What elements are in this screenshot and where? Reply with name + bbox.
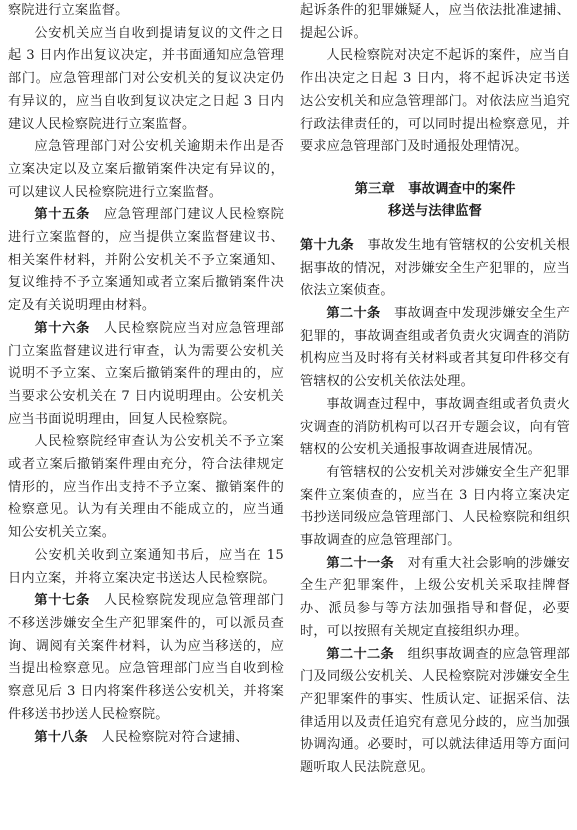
right-column (300, 0, 570, 780)
article-number: 第十八条 (34, 729, 88, 745)
article-paragraph (300, 644, 570, 780)
article-text: 组织事故调查的应急管理部门及同级公安机关、人民检察院对涉嫌安全生产犯罪案件的事实、性质认定、证据采信、法律适用以及责任追究有意见分歧的，应当加强协调沟通。必要时，可以就法律适用等方面问题听取人民法院意见。 (300, 646, 570, 776)
paragraph: 公安机关应当自收到提请复议的文件之日起 3 日内作出复议决定，并书面通知应急管理部门。应急管理部门对公安机关的复议决定仍有异议的，应当自收到复议决定之日起 3 日内建议人民检察院进行立案监督。 (8, 25, 284, 132)
chapter-heading (300, 179, 570, 223)
article-paragraph (8, 318, 284, 432)
article-paragraph (8, 727, 284, 750)
article-paragraph (300, 303, 570, 394)
paragraph: 应急管理部门对公安机关逾期未作出是否立案决定以及立案后撤销案件决定有异议的，可以建议人民检察院进行立案监督。 (8, 139, 284, 200)
chapter-title-line1: 第三章 事故调查中的案件 (354, 181, 516, 197)
chapter-title-line2: 移送与法律监督 (388, 203, 482, 219)
article-text: 人民检察院应当对应急管理部门立案监督建议进行审查，认为需要公安机关说明不予立案、立案后撤销案件的理由的，应当要求公安机关在 7 日内说明理由。公安机关应当书面说明理由，回复人民检察院。 (8, 320, 284, 427)
article-number: 第二十二条 (326, 646, 395, 662)
article-number: 第十五条 (34, 207, 90, 223)
article-paragraph (300, 553, 570, 644)
article-text: 事故发生地有管辖权的公安机关根据事故的情况，对涉嫌安全生产犯罪的，应当依法立案侦查。 (300, 237, 570, 299)
article-number: 第二十一条 (326, 555, 395, 571)
article-text: 应急管理部门建议人民检察院进行立案监督的，应当提供立案监督建议书、相关案件材料，并附公安机关不予立案通知、复议维持不予立案通知或者立案后撤销案件决定及有关说明理由材料。 (8, 207, 284, 314)
article-text: 人民检察院对符合逮捕、 (87, 729, 249, 745)
article-number: 第十六条 (34, 320, 90, 336)
article-paragraph (8, 204, 284, 318)
article-text: 人民检察院发现应急管理部门不移送涉嫌安全生产犯罪案件的，可以派员查询、调阅有关案件材料，认为应当移送的，应当提出检察意见。应急管理部门应当自收到检察意见后 3 日内将案件移送公安机关，并将案件移送书抄送人民检察院。 (8, 593, 284, 722)
article-number: 第十七条 (34, 593, 90, 609)
paragraph: 人民检察院对决定不起诉的案件，应当自作出决定之日起 3 日内，将不起诉决定书送达公安机关和应急管理部门。对依法应当追究行政法律责任的，可以同时提出检察意见，并要求应急管理部门及时通报处理情况。 (300, 48, 570, 155)
paragraph: 人民检察院经审查认为公安机关不予立案或者立案后撤销案件理由充分，符合法律规定情形的，应当作出支持不予立案、撤销案件的检察意见。认为有关理由不能成立的，应当通知公安机关立案。 (8, 434, 284, 541)
article-text: 对有重大社会影响的涉嫌安全生产犯罪案件，上级公安机关采取挂牌督办、派员参与等方法加强指导和督促，必要时，可以按照有关规定直接组织办理。 (300, 555, 570, 639)
article-number: 第二十条 (326, 306, 381, 322)
left-column (8, 0, 284, 749)
paragraph: 公安机关收到立案通知书后，应当在 15 日内立案，并将立案决定书送达人民检察院。 (8, 547, 284, 586)
article-number: 第十九条 (300, 237, 355, 253)
article-paragraph (8, 590, 284, 726)
article-text: 事故调查中发现涉嫌安全生产犯罪的，事故调查组或者负责火灾调查的消防机构应当及时将有关材料或者其复印件移交有管辖权的公安机关依法处理。 (300, 306, 570, 390)
paragraph: 事故调查过程中，事故调查组或者负责火灾调查的消防机构可以召开专题会议，向有管辖权的公安机关通报事故调查进展情况。 (300, 396, 570, 458)
paragraph: 起诉条件的犯罪嫌疑人，应当依法批准逮捕、提起公诉。 (300, 3, 570, 41)
article-paragraph (300, 235, 570, 303)
paragraph: 察院进行立案监督。 (8, 3, 129, 18)
paragraph: 有管辖权的公安机关对涉嫌安全生产犯罪案件立案侦查的，应当在 3 日内将立案决定书抄送同级应急管理部门、人民检察院和组织事故调查的应急管理部门。 (300, 464, 570, 549)
